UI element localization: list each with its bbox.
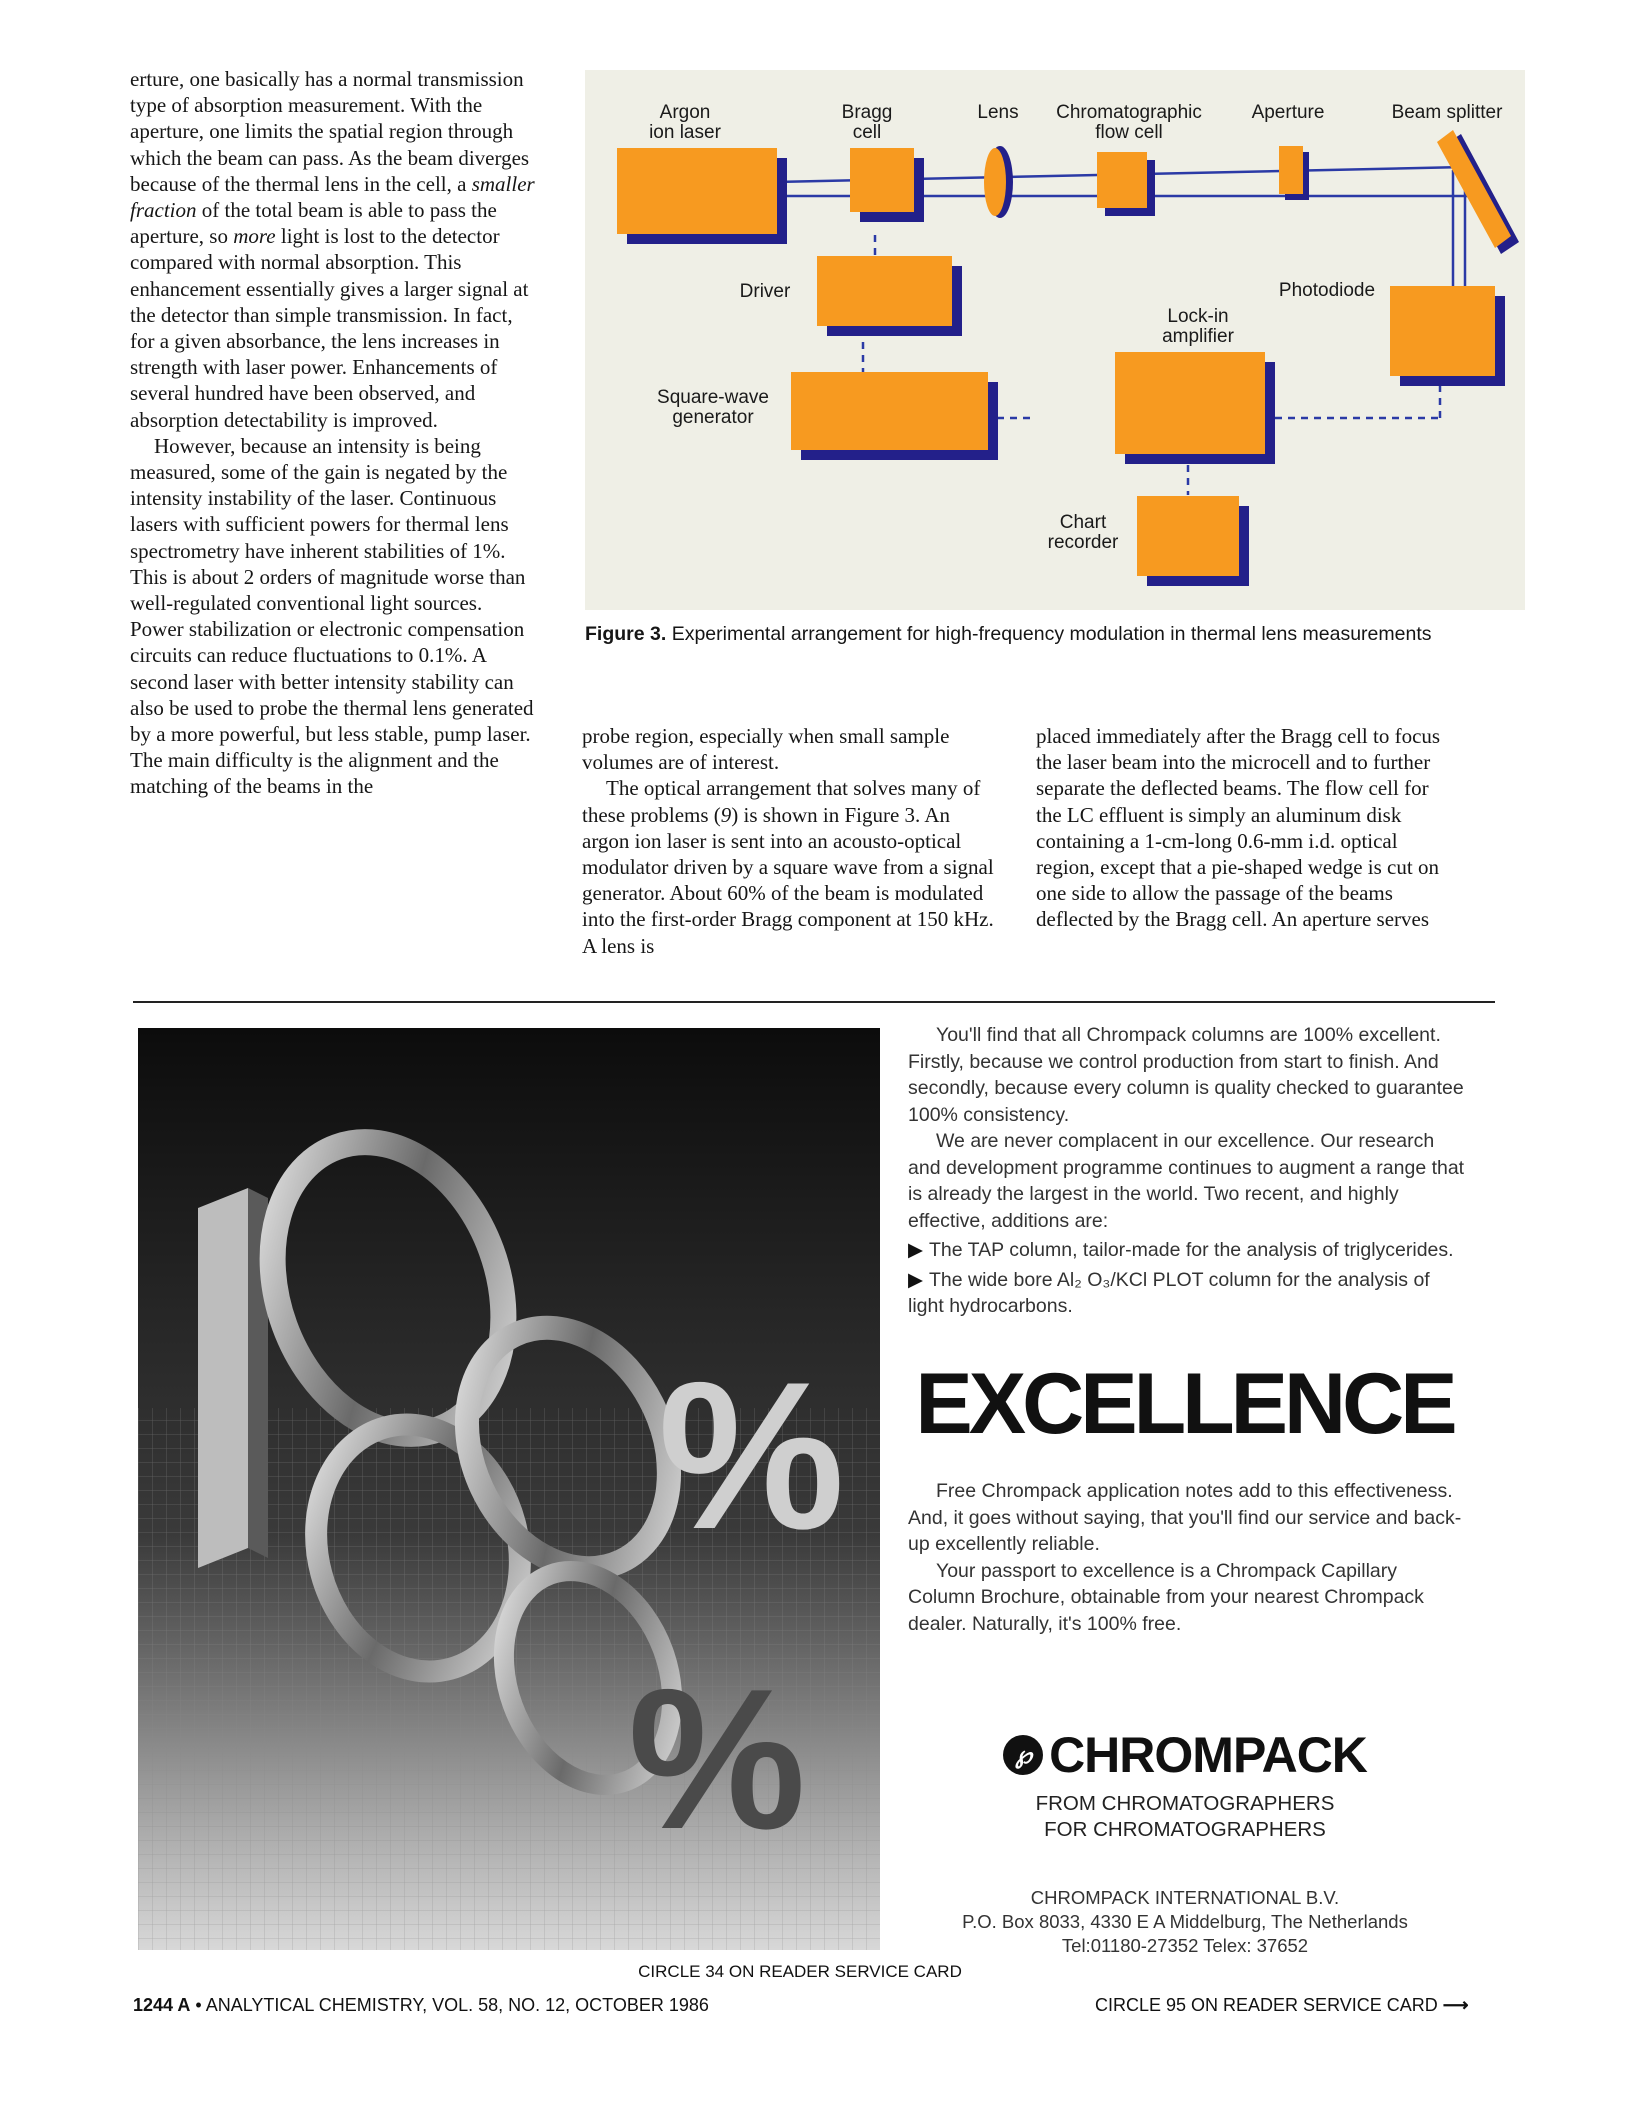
lens-element bbox=[984, 146, 1013, 218]
left-paragraph-1: erture, one basically has a normal transmission type of absorption measurement. With the aperture, one limits the spatial region through which the beam can pass. As the beam diverges because of the thermal lens in the cell, a smaller fraction of the total beam is able to pass the aperture, so more light is lost to the detector compared with normal absorption. This enhancement essentially gives a larger signal at the detector than simple transmission. In fact, for a given absorbance, the lens increases in strength with laser power. Enhancements of several hundred have been observed, and absorption detectability is improved. bbox=[130, 67, 535, 432]
photodiode-box bbox=[1390, 286, 1505, 386]
label-chromatographic: Chromatographic bbox=[1056, 102, 1202, 123]
triangle-bullet-icon: ▶ bbox=[908, 1268, 923, 1291]
page-number: 1244 A bbox=[133, 1995, 191, 2015]
address-line-3: Tel:01180-27352 Telex: 37652 bbox=[1061, 1935, 1309, 1956]
driver-box bbox=[817, 256, 962, 336]
middle-paragraph-1: probe region, especially when small sample volumes are of interest. bbox=[582, 724, 950, 775]
label-recorder: recorder bbox=[1047, 532, 1119, 553]
ad-outro-paragraph-1: Free Chrompack application notes add to this effectiveness. And, it goes without saying, that you'll find our service and back-up excellently reliable. bbox=[908, 1480, 1462, 1555]
bragg-cell-box bbox=[850, 148, 924, 222]
label-cell: cell bbox=[852, 122, 882, 143]
ad-intro-paragraph-2: We are never complacent in our excellence. Our research and development programme continues to augment a range that is already the largest in the world. Two recent, and highly effective, additions are: bbox=[908, 1130, 1465, 1232]
lock-in-amplifier-box bbox=[1115, 352, 1275, 464]
figure-3-diagram bbox=[585, 70, 1525, 610]
ad-bullet-1: ▶ The TAP column, tailor-made for the analysis of triglycerides. bbox=[908, 1239, 1454, 1261]
page-footer bbox=[133, 1995, 933, 2016]
arrow-right-icon: ⟶ bbox=[1442, 1995, 1469, 2015]
ad-headline: EXCELLENCE bbox=[915, 1356, 1454, 1452]
section-divider bbox=[133, 1001, 1495, 1003]
chrompack-emblem-icon: ℘ bbox=[1003, 1735, 1043, 1775]
schematic-svg bbox=[585, 70, 1525, 610]
argon-ion-laser-box bbox=[617, 148, 787, 244]
figure-caption bbox=[585, 622, 1525, 647]
percent-sign: % bbox=[658, 1338, 845, 1573]
label-bragg: Bragg bbox=[841, 102, 893, 123]
triangle-bullet-icon: ▶ bbox=[908, 1239, 923, 1261]
aperture-box bbox=[1279, 146, 1309, 200]
square-wave-generator-box bbox=[791, 372, 998, 460]
beam-splitter-element bbox=[1437, 130, 1519, 254]
chrompack-logo bbox=[985, 1726, 1385, 1784]
footer-bullet: • bbox=[195, 1995, 202, 2015]
label-photodiode: Photodiode bbox=[1278, 280, 1376, 301]
label-beam-splitter: Beam splitter bbox=[1391, 102, 1503, 123]
chart-recorder-box bbox=[1137, 496, 1249, 586]
middle-column bbox=[582, 723, 1002, 959]
tagline-line-2: FOR CHROMATOGRAPHERS bbox=[1044, 1818, 1326, 1841]
label-amplifier: amplifier bbox=[1162, 326, 1234, 347]
label-ion-laser: ion laser bbox=[649, 122, 721, 143]
right-paragraph-1: placed immediately after the Bragg cell to focus the laser beam into the microcell and to further separate the deflected beams. The flow cell for the LC effluent is simply an aluminum disk containing a 1-cm-long 0.6-mm i.d. optical region, except that a pie-shaped wedge is cut on one side to allow the passage of the beams deflected by the Bragg cell. An aperture serves bbox=[1036, 724, 1441, 932]
caption-text: Experimental arrangement for high-frequency modulation in thermal lens measurements bbox=[671, 623, 1432, 645]
ad-intro-text bbox=[908, 1022, 1468, 1320]
ad-reader-card-note: CIRCLE 34 ON READER SERVICE CARD bbox=[638, 1962, 962, 1981]
label-square-wave: Square-wave bbox=[657, 387, 769, 408]
caption-label: Figure 3. bbox=[585, 623, 667, 645]
left-column bbox=[130, 66, 535, 800]
ad-photo-svg bbox=[138, 1028, 880, 1950]
ad-photograph bbox=[138, 1028, 880, 1950]
ad-intro-paragraph-1: You'll find that all Chrompack columns are 100% excellent. Firstly, because we control production from start to finish. And secondly, because every column is quality checked to guarantee 100% consistency. bbox=[908, 1024, 1464, 1126]
reader-card-note bbox=[1095, 1995, 1505, 2016]
label-lock-in: Lock-in bbox=[1167, 306, 1229, 327]
label-aperture: Aperture bbox=[1251, 102, 1325, 123]
numeral-one-shape bbox=[198, 1188, 248, 1568]
middle-paragraph-2: The optical arrangement that solves many of these problems (9) is shown in Figure 3. An argon ion laser is sent into an acousto-optical modulator driven by a square wave from a signal generator. About 60% of the beam is modulated into the first-order Bragg component at 150 kHz. A lens is bbox=[582, 776, 994, 958]
address-line-2: P.O. Box 8033, 4330 E A Middelburg, The Netherlands bbox=[962, 1911, 1408, 1932]
ad-bullet-2: ▶ The wide bore Al₂ O₃/KCl PLOT column for the analysis of light hydrocarbons. bbox=[908, 1268, 1430, 1317]
label-lens: Lens bbox=[977, 102, 1019, 123]
right-column bbox=[1036, 723, 1456, 933]
ad-outro-text bbox=[908, 1478, 1468, 1637]
reader-card-text: CIRCLE 95 ON READER SERVICE CARD bbox=[1095, 1995, 1438, 2015]
label-chart: Chart bbox=[1059, 512, 1107, 533]
label-generator: generator bbox=[672, 407, 754, 428]
label-argon: Argon bbox=[659, 102, 711, 123]
address-line-1: CHROMPACK INTERNATIONAL B.V. bbox=[1030, 1887, 1340, 1908]
journal-citation: ANALYTICAL CHEMISTRY, VOL. 58, NO. 12, OCTOBER 1986 bbox=[205, 1995, 709, 2015]
brand-name: CHROMPACK bbox=[1049, 1727, 1367, 1783]
ad-outro-paragraph-2: Your passport to excellence is a Chrompack Capillary Column Brochure, obtainable from your nearest Chrompack dealer. Naturally, it's 100% free. bbox=[908, 1559, 1424, 1635]
label-flow-cell: flow cell bbox=[1095, 122, 1163, 143]
flow-cell-box bbox=[1097, 152, 1155, 216]
percent-sign-reflection: % bbox=[628, 1648, 806, 1871]
left-paragraph-2: However, because an intensity is being measured, some of the gain is negated by the intensity instability of the laser. Continuous lasers with sufficient powers for thermal lens spectrometry have inherent stabilities of 1%. This is about 2 orders of magnitude worse than well-regulated conventional light sources. Power stabilization or electronic compensation circuits can reduce fluctuations to 0.1%. A second laser with better intensity stability can also be used to probe the thermal lens generated by a more powerful, but less stable, pump laser. The main difficulty is the alignment and the matching of the beams in the bbox=[130, 433, 534, 799]
label-driver: Driver bbox=[739, 281, 791, 302]
tagline-line-1: FROM CHROMATOGRAPHERS bbox=[1035, 1792, 1335, 1815]
